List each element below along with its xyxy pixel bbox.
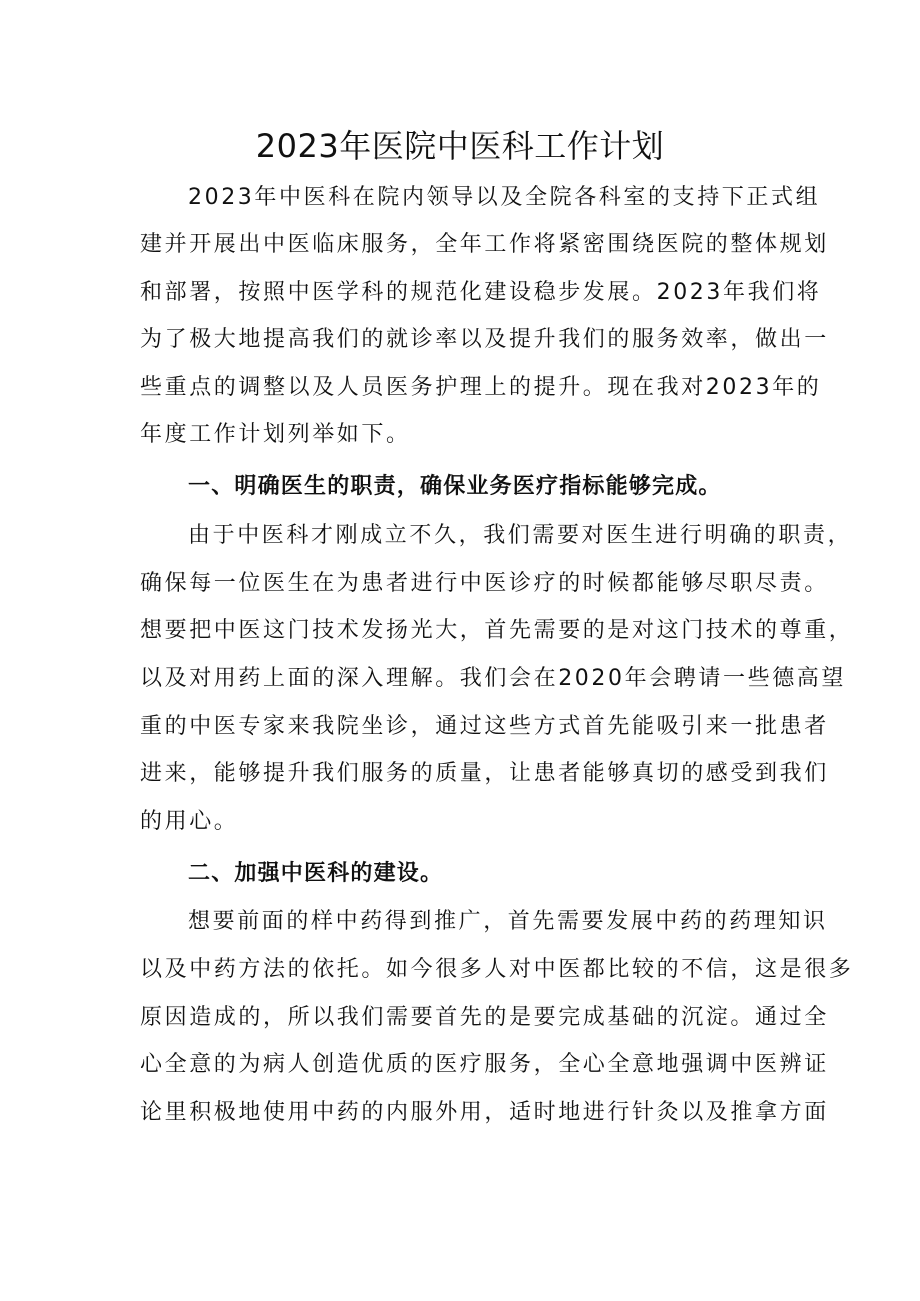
section-1-line-1: 由于中医科才刚成立不久，我们需要对医生进行明确的职责， bbox=[188, 523, 853, 548]
section-1-line-7: 的用心。 bbox=[140, 809, 239, 834]
section-2-line-4: 心全意的为病人创造优质的医疗服务，全心全意地强调中医辨证 bbox=[140, 1052, 829, 1077]
intro-line-5: 些重点的调整以及人员医务护理上的提升。现在我对2023年的 bbox=[140, 375, 822, 400]
section-2-line-2: 以及中药方法的依托。如今很多人对中医都比较的不信，这是很多 bbox=[140, 957, 854, 982]
document-title: 2023年医院中医科工作计划 bbox=[255, 127, 665, 165]
section-1-line-4: 以及对用药上面的深入理解。我们会在2020年会聘请一些德高望 bbox=[140, 666, 846, 691]
section-2-line-1: 想要前面的样中药得到推广，首先需要发展中药的药理知识 bbox=[188, 909, 828, 934]
section-2-heading: 二、加强中医科的建设。 bbox=[188, 861, 444, 886]
section-1-line-6: 进来，能够提升我们服务的质量，让患者能够真切的感受到我们 bbox=[140, 761, 829, 786]
section-1-heading: 一、明确医生的职责，确保业务医疗指标能够完成。 bbox=[188, 474, 722, 499]
intro-line-2: 建并开展出中医临床服务，全年工作将紧密围绕医院的整体规划 bbox=[140, 232, 829, 257]
section-1-line-5: 重的中医专家来我院坐诊，通过这些方式首先能吸引来一批患者 bbox=[140, 714, 829, 739]
intro-line-6: 年度工作计划列举如下。 bbox=[140, 422, 411, 447]
intro-line-1: 2023年中医科在院内领导以及全院各科室的支持下正式组 bbox=[188, 185, 821, 210]
intro-line-4: 为了极大地提高我们的就诊率以及提升我们的服务效率，做出一 bbox=[140, 327, 829, 352]
section-2-line-3: 原因造成的，所以我们需要首先的是要完成基础的沉淀。通过全 bbox=[140, 1005, 829, 1030]
section-1-line-3: 想要把中医这门技术发扬光大，首先需要的是对这门技术的尊重， bbox=[140, 618, 854, 643]
section-2-line-5: 论里积极地使用中药的内服外用，适时地进行针灸以及推拿方面 bbox=[140, 1100, 829, 1125]
section-1-line-2: 确保每一位医生在为患者进行中医诊疗的时候都能够尽职尽责。 bbox=[140, 571, 829, 596]
intro-line-3: 和部署，按照中医学科的规范化建设稳步发展。2023年我们将 bbox=[140, 280, 822, 305]
